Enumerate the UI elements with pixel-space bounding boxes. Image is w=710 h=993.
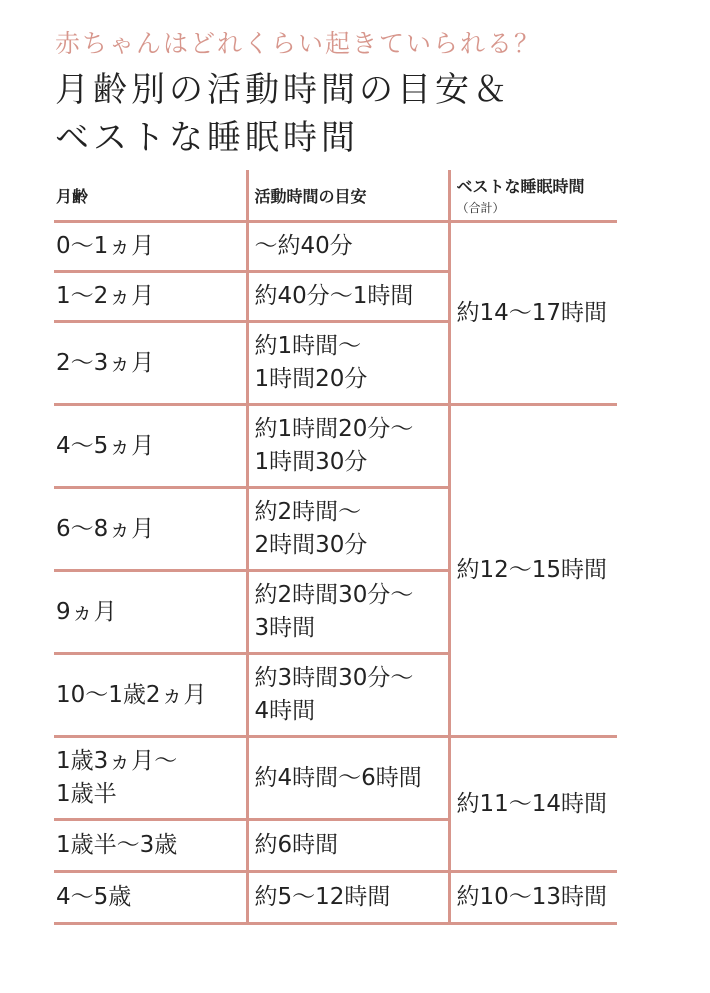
age-cell: 4〜5歳 (54, 872, 247, 924)
age-cell: 4〜5ヵ月 (54, 405, 247, 488)
age-cell (54, 737, 247, 820)
table-row (54, 872, 617, 924)
age-cell: 1歳半〜3歳 (54, 820, 247, 872)
header-sleep-label: ベストな睡眠時間 (456, 177, 585, 196)
age-cell: 0〜1ヵ月 (54, 222, 247, 272)
table-row (54, 737, 617, 820)
activity-line-2: 1時間30分 (254, 449, 368, 475)
activity-cell (247, 654, 449, 737)
age-cell: 10〜1歳2ヵ月 (54, 654, 247, 737)
activity-cell (247, 571, 449, 654)
activity-line-1: 約2時間〜 (254, 499, 362, 525)
age-line-2: 1歳半 (56, 781, 117, 807)
activity-line-2: 1時間20分 (254, 366, 368, 392)
age-line-1: 1歳3ヵ月〜 (56, 748, 178, 774)
activity-cell (247, 488, 449, 571)
activity-line-2: 4時間 (254, 698, 316, 724)
activity-line-2: 2時間30分 (254, 532, 368, 558)
sleep-cell: 約10〜13時間 (449, 872, 617, 924)
activity-cell (247, 322, 449, 405)
activity-line-2: 3時間 (254, 615, 316, 641)
page-subtitle: 赤ちゃんはどれくらい起きていられる？ (55, 29, 542, 58)
table-row (54, 405, 617, 488)
page-title-line-1: 月齢別の活動時間の目安＆ (55, 70, 511, 110)
page-title-line-2: ベストな睡眠時間 (55, 118, 359, 158)
activity-cell: 約4時間〜6時間 (247, 737, 449, 820)
activity-cell: 〜約40分 (247, 222, 449, 272)
activity-cell: 約5〜12時間 (247, 872, 449, 924)
age-cell: 1〜2ヵ月 (54, 272, 247, 322)
activity-line-1: 約3時間30分〜 (254, 665, 414, 691)
header-activity: 活動時間の目安 (247, 170, 449, 222)
activity-cell: 約6時間 (247, 820, 449, 872)
activity-cell (247, 405, 449, 488)
sleep-cell: 約11〜14時間 (449, 737, 617, 872)
activity-line-1: 約1時間20分〜 (254, 416, 414, 442)
age-cell: 6〜8ヵ月 (54, 488, 247, 571)
header-sleep (449, 170, 617, 222)
age-cell: 9ヵ月 (54, 571, 247, 654)
header-sleep-note: （合計） (456, 201, 505, 215)
activity-cell: 約40分〜1時間 (247, 272, 449, 322)
activity-sleep-table (54, 170, 617, 925)
activity-line-1: 約1時間〜 (254, 333, 362, 359)
sleep-cell: 約14〜17時間 (449, 222, 617, 405)
activity-line-1: 約2時間30分〜 (254, 582, 414, 608)
header-age: 月齢 (54, 170, 247, 222)
table-header-row (54, 170, 617, 222)
age-cell: 2〜3ヵ月 (54, 322, 247, 405)
sleep-cell: 約12〜15時間 (449, 405, 617, 737)
table-row (54, 222, 617, 272)
